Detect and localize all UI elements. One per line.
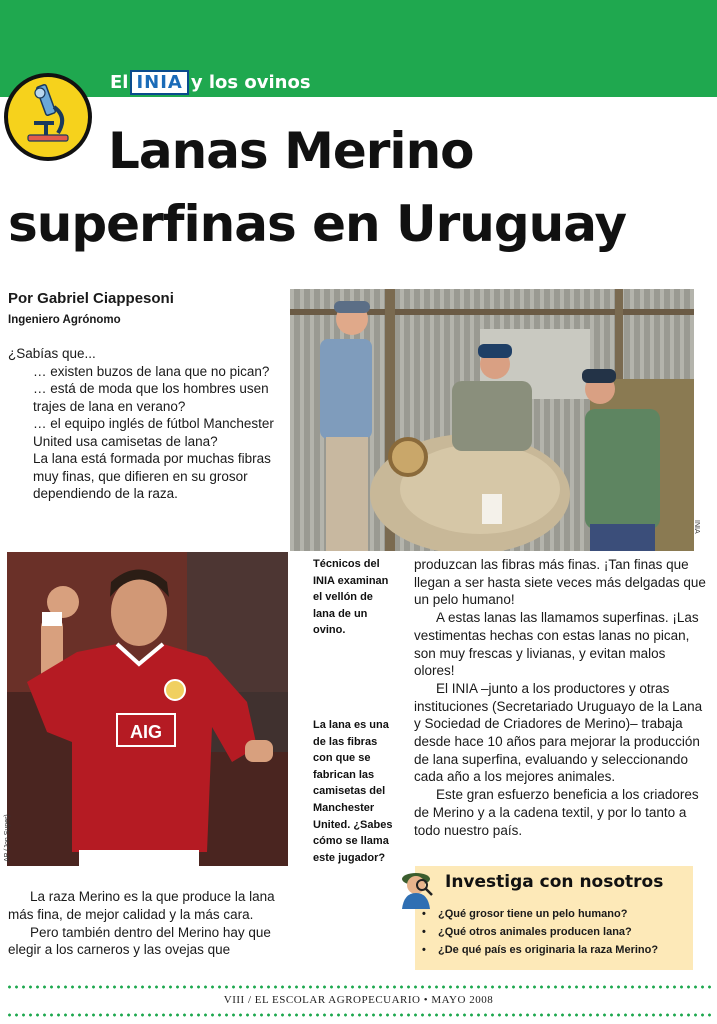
investiga-title: Investiga con nosotros (445, 872, 664, 892)
page-footer: VIII / EL ESCOLAR AGROPECUARIO • MAYO 2008 (223, 994, 494, 1006)
section-tag-prefix: El (110, 72, 129, 93)
microscope-icon (8, 77, 88, 157)
top-photo-credit: INIA (693, 520, 700, 534)
body-paragraph: La raza Merino es la que produce la lana más fina, de mejor calidad y la más cara. (8, 889, 275, 922)
investiga-questions (422, 905, 658, 959)
intro-fact: … está de moda que los hombres usen trajes de lana en verano? (33, 381, 269, 414)
body-paragraph: A estas lanas las llamamos superfinas. ¡Las vestimentas hechas con estas lanas no pican, son muy frescas y livianas, y evitan malos olores! (414, 610, 699, 679)
author-role: Ingeniero Agrónomo (8, 314, 121, 326)
player-photo (7, 552, 288, 866)
body-paragraph: El INIA –junto a los productores y otras instituciones (Secretariado Uruguayo de la Lana y Sociedad de Criadores de Merino)– trabaja desde hace 10 años para mejorar la producción de lana superfina, evaluando y seleccionando cada año a los mejores animales. (414, 680, 703, 785)
body-paragraph: produzcan las fibras más finas. ¡Tan finas que llegan a ser hasta siete veces más delgadas que un pelo humano! (414, 557, 706, 608)
body-paragraph: Pero también dentro del Merino hay que elegir a los carneros y las ovejas que (8, 924, 271, 958)
player-photo-credit: AP (Jon Super) (4, 814, 11, 862)
footer-divider-bottom (6, 1013, 711, 1017)
microscope-badge (4, 73, 92, 161)
footer-divider-top (6, 985, 711, 989)
question-item: • ¿Qué grosor tiene un pelo humano? (422, 905, 658, 923)
section-tag-suffix: y los ovinos (190, 72, 311, 93)
shirt-sponsor-text: AIG (129, 722, 163, 742)
top-photo-caption: Técnicos del INIA examinan el vellón de lana de un ovino. (313, 558, 389, 637)
section-tag (110, 70, 311, 95)
intro-paragraph: La lana está formada por muchas fibras muy finas, que difieren en su grosor dependiendo de la raza. (33, 451, 271, 501)
technicians-photo (290, 289, 694, 551)
intro-question: ¿Sabías que... (8, 346, 96, 361)
intro-fact: … el equipo inglés de fútbol Manchester United usa camisetas de lana? (33, 416, 274, 449)
intro-text (8, 345, 283, 503)
header-band (0, 0, 717, 97)
bottom-left-text (8, 888, 286, 959)
intro-fact: … existen buzos de lana que no pican? (33, 363, 270, 379)
inia-logo: INIA (130, 70, 188, 95)
question-item: • ¿Qué otros animales producen lana? (422, 923, 658, 941)
body-column (414, 556, 706, 839)
article-title-line1: Lanas Merino (108, 122, 474, 180)
player-photo-caption: La lana es una de las fibras con que se fabrican las camisetas del Manchester United. ¿Sabes cómo se llama este jugador? (313, 719, 393, 864)
body-paragraph: Este gran esfuerzo beneficia a los criadores de Merino y a la cadena textil, y por lo tanto a todo nuestro país. (414, 787, 699, 838)
author-byline: Por Gabriel Ciappesoni (8, 290, 174, 307)
article-title-line2: superfinas en Uruguay (8, 195, 627, 253)
question-item: • ¿De qué país es originaria la raza Merino? (422, 941, 658, 959)
